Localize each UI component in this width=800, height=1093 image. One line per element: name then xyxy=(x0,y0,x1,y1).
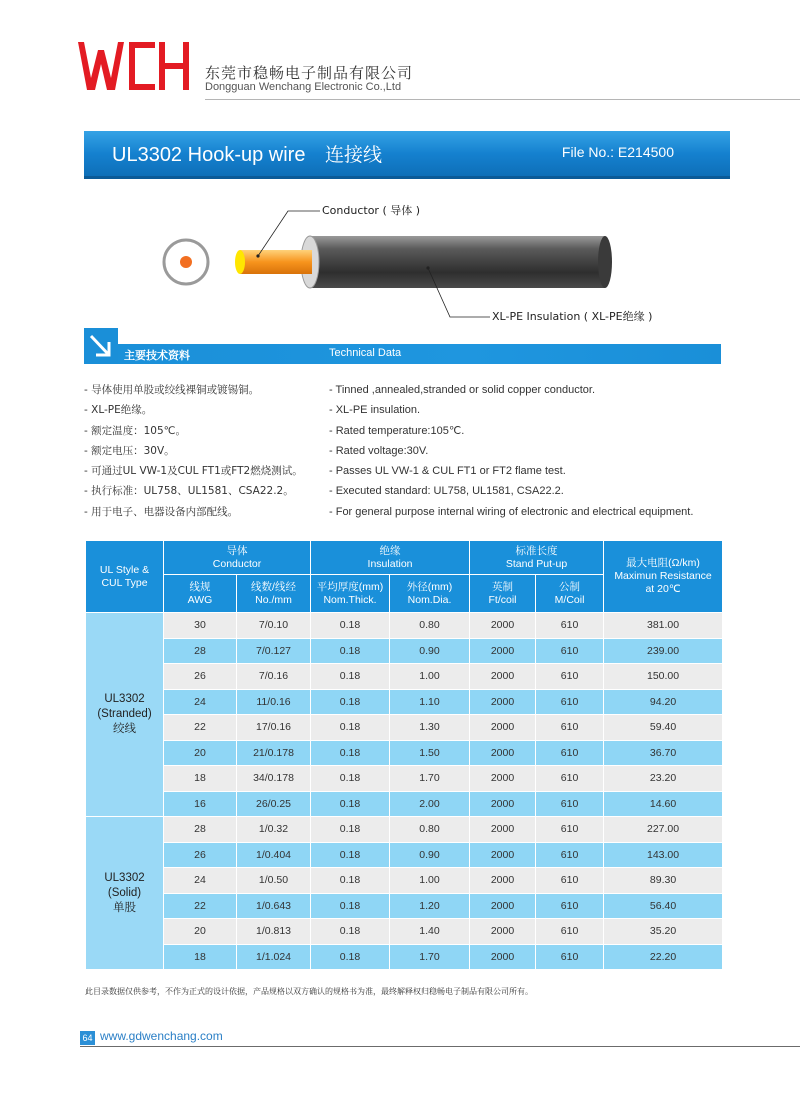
cell-awg: 20 xyxy=(164,919,237,945)
cell-thick: 0.18 xyxy=(311,613,390,639)
cell-awg: 28 xyxy=(164,638,237,664)
file-number: File No.: E214500 xyxy=(561,144,674,160)
spec-cn-item: - 额定电压：30V。 xyxy=(84,444,175,457)
cell-thick: 0.18 xyxy=(311,766,390,792)
spec-en-item: - For general purpose internal wiring of electronic and electrical equipment. xyxy=(329,505,694,518)
spec-cn-item: - 用于电子、电器设备内部配线。 xyxy=(84,505,239,518)
table-row xyxy=(86,664,723,690)
cell-strands: 1/0.32 xyxy=(237,817,311,843)
cell-ft-coil: 2000 xyxy=(470,664,536,690)
insulation-icon xyxy=(301,236,612,288)
header-stand-putup: 标准长度 Stand Put-up xyxy=(470,541,604,575)
cell-thick: 0.18 xyxy=(311,919,390,945)
cell-thick: 0.18 xyxy=(311,689,390,715)
cell-m-coil: 610 xyxy=(536,613,604,639)
header-conductor: 导体 Conductor xyxy=(164,541,311,575)
cell-thick: 0.18 xyxy=(311,740,390,766)
disclaimer-note: 此目录数据仅供参考，不作为正式的设计依据，产品规格以双方确认的规格书为准，最终解释权归稳畅电子制品有限公司所有。 xyxy=(85,987,533,996)
table-row xyxy=(86,791,723,817)
cell-m-coil: 610 xyxy=(536,868,604,894)
cell-strands: 26/0.25 xyxy=(237,791,311,817)
cell-strands: 7/0.127 xyxy=(237,638,311,664)
spec-en-item: - Rated voltage:30V. xyxy=(329,444,429,457)
cell-ft-coil: 2000 xyxy=(470,740,536,766)
cell-ft-coil: 2000 xyxy=(470,944,536,970)
table-row xyxy=(86,817,723,843)
spec-en-item: - Rated temperature:105℃. xyxy=(329,424,465,437)
table-row xyxy=(86,766,723,792)
spec-list-cn xyxy=(84,380,303,522)
cell-ft-coil: 2000 xyxy=(470,613,536,639)
cell-dia: 1.20 xyxy=(390,893,470,919)
cell-thick: 0.18 xyxy=(311,944,390,970)
cell-awg: 24 xyxy=(164,689,237,715)
cell-ft-coil: 2000 xyxy=(470,893,536,919)
cell-m-coil: 610 xyxy=(536,842,604,868)
cell-ft-coil: 2000 xyxy=(470,817,536,843)
cell-resistance: 56.40 xyxy=(604,893,723,919)
cell-resistance: 227.00 xyxy=(604,817,723,843)
table-row xyxy=(86,613,723,639)
cell-resistance: 239.00 xyxy=(604,638,723,664)
table-row xyxy=(86,689,723,715)
cell-m-coil: 610 xyxy=(536,689,604,715)
cell-ft-coil: 2000 xyxy=(470,919,536,945)
cell-resistance: 36.70 xyxy=(604,740,723,766)
cell-strands: 21/0.178 xyxy=(237,740,311,766)
cell-awg: 24 xyxy=(164,868,237,894)
header-resistance: 最大电阻(Ω/km) Maximun Resistance at 20℃ xyxy=(604,541,723,613)
cell-dia: 0.80 xyxy=(390,613,470,639)
cell-thick: 0.18 xyxy=(311,868,390,894)
page-number: 64 xyxy=(80,1031,95,1045)
cell-thick: 0.18 xyxy=(311,715,390,741)
conductor-icon xyxy=(235,250,312,274)
cell-ft-coil: 2000 xyxy=(470,868,536,894)
cell-dia: 1.30 xyxy=(390,715,470,741)
cell-m-coil: 610 xyxy=(536,766,604,792)
cell-dia: 1.00 xyxy=(390,664,470,690)
header-thick: 平均厚度(mm) Nom.Thick. xyxy=(311,575,390,613)
cell-strands: 17/0.16 xyxy=(237,715,311,741)
table-row xyxy=(86,842,723,868)
cell-strands: 1/0.643 xyxy=(237,893,311,919)
cell-resistance: 59.40 xyxy=(604,715,723,741)
cell-thick: 0.18 xyxy=(311,664,390,690)
cell-m-coil: 610 xyxy=(536,664,604,690)
cell-dia: 1.70 xyxy=(390,944,470,970)
header-m: 公制 M/Coil xyxy=(536,575,604,613)
table-row xyxy=(86,893,723,919)
cell-awg: 26 xyxy=(164,664,237,690)
cell-strands: 1/1.024 xyxy=(237,944,311,970)
cell-awg: 22 xyxy=(164,893,237,919)
cell-strands: 11/0.16 xyxy=(237,689,311,715)
cell-ft-coil: 2000 xyxy=(470,689,536,715)
cell-strands: 7/0.16 xyxy=(237,664,311,690)
cell-awg: 22 xyxy=(164,715,237,741)
cell-strands: 1/0.813 xyxy=(237,919,311,945)
product-name-en: Hook-up wire xyxy=(187,144,306,166)
wire-diagram xyxy=(150,195,670,330)
header-awg: 线规 AWG xyxy=(164,575,237,613)
table-row xyxy=(86,919,723,945)
specification-table xyxy=(85,540,723,970)
cell-awg: 30 xyxy=(164,613,237,639)
spec-cn-item: - 导体使用单股或绞线裸铜或镀锡铜。 xyxy=(84,384,260,396)
cell-awg: 18 xyxy=(164,766,237,792)
cell-m-coil: 610 xyxy=(536,893,604,919)
cell-dia: 0.80 xyxy=(390,817,470,843)
cell-dia: 2.00 xyxy=(390,791,470,817)
cell-m-coil: 610 xyxy=(536,919,604,945)
header-insulation: 绝缘 Insulation xyxy=(311,541,470,575)
cell-resistance: 94.20 xyxy=(604,689,723,715)
header-ft: 英制 Ft/coil xyxy=(470,575,536,613)
header-style: UL Style & CUL Type xyxy=(86,541,164,613)
spec-en-item: - Executed standard: UL758, UL1581, CSA22.2. xyxy=(329,485,564,498)
cell-strands: 7/0.10 xyxy=(237,613,311,639)
cell-ft-coil: 2000 xyxy=(470,791,536,817)
company-name-cn: 东莞市稳畅电子制品有限公司 xyxy=(205,64,414,82)
header-strands: 线数/线经 No./mm xyxy=(237,575,311,613)
cell-ft-coil: 2000 xyxy=(470,766,536,792)
cell-awg: 26 xyxy=(164,842,237,868)
cell-dia: 1.70 xyxy=(390,766,470,792)
cell-resistance: 35.20 xyxy=(604,919,723,945)
cell-m-coil: 610 xyxy=(536,817,604,843)
cell-resistance: 150.00 xyxy=(604,664,723,690)
spec-cn-item: - 额定温度：105℃。 xyxy=(84,424,186,437)
cell-awg: 28 xyxy=(164,817,237,843)
cell-ft-coil: 2000 xyxy=(470,715,536,741)
cell-thick: 0.18 xyxy=(311,893,390,919)
cell-thick: 0.18 xyxy=(311,638,390,664)
table-row xyxy=(86,740,723,766)
cell-dia: 1.50 xyxy=(390,740,470,766)
spec-en-item: - XL-PE insulation. xyxy=(329,404,421,417)
cell-dia: 0.90 xyxy=(390,638,470,664)
cell-strands: 34/0.178 xyxy=(237,766,311,792)
cell-m-coil: 610 xyxy=(536,791,604,817)
product-title-bar xyxy=(84,131,730,179)
cell-dia: 0.90 xyxy=(390,842,470,868)
product-code: UL3302 xyxy=(112,144,183,166)
cell-ft-coil: 2000 xyxy=(470,842,536,868)
table-row xyxy=(86,638,723,664)
header-divider xyxy=(205,99,800,100)
company-name-en: Dongguan Wenchang Electronic Co.,Ltd xyxy=(205,81,402,93)
cell-resistance: 14.60 xyxy=(604,791,723,817)
cross-section-icon xyxy=(164,240,208,284)
style-group-label: UL3302 (Stranded) 绞线 xyxy=(86,613,164,817)
cell-resistance: 89.30 xyxy=(604,868,723,894)
spec-cn-item: - XL-PE绝缘。 xyxy=(84,404,153,417)
section-title-en: Technical Data xyxy=(329,347,402,359)
cell-resistance: 23.20 xyxy=(604,766,723,792)
insulation-label: XL-PE Insulation ( XL-PE绝缘 ) xyxy=(492,310,653,323)
spec-cn-item: - 执行标准：UL758、UL1581、CSA22.2。 xyxy=(84,485,294,498)
product-title xyxy=(112,140,382,167)
cell-m-coil: 610 xyxy=(536,715,604,741)
cell-awg: 20 xyxy=(164,740,237,766)
section-title-cn: 主要技术资料 xyxy=(124,349,190,362)
cell-resistance: 143.00 xyxy=(604,842,723,868)
cell-ft-coil: 2000 xyxy=(470,638,536,664)
spec-en-item: - Passes UL VW-1 & CUL FT1 or FT2 flame test. xyxy=(329,465,566,478)
table-row xyxy=(86,868,723,894)
cell-strands: 1/0.404 xyxy=(237,842,311,868)
cell-thick: 0.18 xyxy=(311,791,390,817)
cell-resistance: 22.20 xyxy=(604,944,723,970)
website-link[interactable]: www.gdwenchang.com xyxy=(100,1029,223,1043)
cell-awg: 16 xyxy=(164,791,237,817)
spec-list-en xyxy=(329,380,693,522)
cell-awg: 18 xyxy=(164,944,237,970)
cell-dia: 1.40 xyxy=(390,919,470,945)
spec-cn-item: - 可通过UL VW-1及CUL FT1或FT2燃烧测试。 xyxy=(84,465,303,478)
cell-resistance: 381.00 xyxy=(604,613,723,639)
cell-dia: 1.10 xyxy=(390,689,470,715)
cell-thick: 0.18 xyxy=(311,842,390,868)
cell-m-coil: 610 xyxy=(536,638,604,664)
product-name-cn: 连接线 xyxy=(325,144,383,166)
conductor-label: Conductor ( 导体 ) xyxy=(322,204,421,217)
style-group-label: UL3302 (Solid) 单股 xyxy=(86,817,164,970)
table-row xyxy=(86,944,723,970)
cell-dia: 1.00 xyxy=(390,868,470,894)
cell-m-coil: 610 xyxy=(536,944,604,970)
cell-strands: 1/0.50 xyxy=(237,868,311,894)
footer-divider xyxy=(80,1046,800,1047)
spec-en-item: - Tinned ,annealed,stranded or solid copper conductor. xyxy=(329,384,596,396)
cell-m-coil: 610 xyxy=(536,740,604,766)
header-dia: 外径(mm) Nom.Dia. xyxy=(390,575,470,613)
cell-thick: 0.18 xyxy=(311,817,390,843)
table-row xyxy=(86,715,723,741)
arrow-down-right-icon xyxy=(84,328,118,364)
company-logo xyxy=(78,40,193,92)
